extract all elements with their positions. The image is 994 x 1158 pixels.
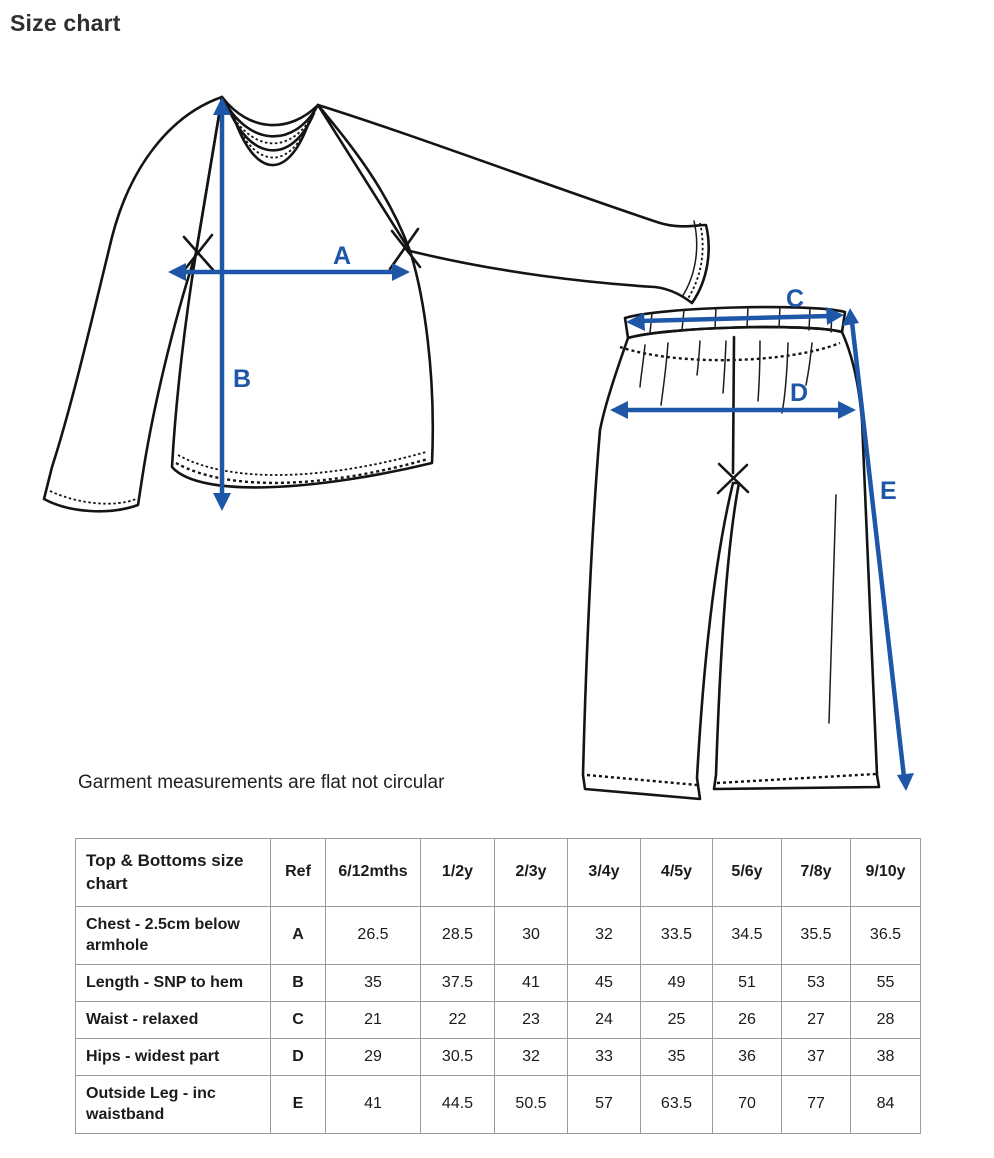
- ref-letter: A: [271, 907, 326, 965]
- col-header-size: 4/5y: [641, 839, 713, 907]
- measurement-name: Waist - relaxed: [76, 1002, 271, 1039]
- size-value: 37.5: [421, 965, 495, 1002]
- size-value: 53: [782, 965, 851, 1002]
- size-value: 26.5: [326, 907, 421, 965]
- size-value: 30.5: [421, 1039, 495, 1076]
- measurement-arrows: [182, 110, 904, 777]
- size-value: 55: [851, 965, 921, 1002]
- size-value: 33: [568, 1039, 641, 1076]
- size-value: 50.5: [495, 1076, 568, 1134]
- size-value: 38: [851, 1039, 921, 1076]
- col-header-size: 1/2y: [421, 839, 495, 907]
- measurement-name: Chest - 2.5cm below armhole: [76, 907, 271, 965]
- size-guide-diagram: [0, 75, 994, 820]
- col-header-size: 3/4y: [568, 839, 641, 907]
- size-value: 23: [495, 1002, 568, 1039]
- table-title: Top & Bottoms size chart: [76, 839, 271, 907]
- size-value: 28: [851, 1002, 921, 1039]
- col-header-size: 6/12mths: [326, 839, 421, 907]
- col-header-size: 7/8y: [782, 839, 851, 907]
- size-value: 22: [421, 1002, 495, 1039]
- ref-letter: D: [271, 1039, 326, 1076]
- size-value: 32: [495, 1039, 568, 1076]
- measurement-arrowheads: [168, 97, 914, 791]
- size-value: 24: [568, 1002, 641, 1039]
- size-value: 45: [568, 965, 641, 1002]
- trousers-drawing: [583, 307, 879, 799]
- size-value: 32: [568, 907, 641, 965]
- measure-arrow-e: [852, 322, 904, 777]
- measure-label-d: D: [789, 379, 809, 407]
- size-value: 41: [495, 965, 568, 1002]
- ref-letter: E: [271, 1076, 326, 1134]
- size-value: 21: [326, 1002, 421, 1039]
- size-value: 84: [851, 1076, 921, 1134]
- ref-letter: B: [271, 965, 326, 1002]
- size-value: 63.5: [641, 1076, 713, 1134]
- size-value: 27: [782, 1002, 851, 1039]
- measure-label-c: C: [785, 285, 805, 313]
- col-header-size: 2/3y: [495, 839, 568, 907]
- size-value: 30: [495, 907, 568, 965]
- measure-label-a: A: [332, 242, 352, 270]
- page-title: Size chart: [10, 10, 121, 36]
- size-value: 35: [326, 965, 421, 1002]
- size-value: 41: [326, 1076, 421, 1134]
- size-value: 36.5: [851, 907, 921, 965]
- size-chart-table: [75, 838, 921, 1134]
- size-value: 36: [713, 1039, 782, 1076]
- size-value: 33.5: [641, 907, 713, 965]
- size-value: 29: [326, 1039, 421, 1076]
- table-row: [76, 1076, 921, 1134]
- table-row: [76, 1002, 921, 1039]
- table-header-row: [76, 839, 921, 907]
- measure-label-b: B: [233, 365, 252, 393]
- long-sleeve-top-drawing: [44, 97, 709, 511]
- flat-measurement-note: Garment measurements are flat not circular: [78, 772, 445, 793]
- size-value: 26: [713, 1002, 782, 1039]
- table-row: [76, 907, 921, 965]
- size-value: 44.5: [421, 1076, 495, 1134]
- measurement-name: Hips - widest part: [76, 1039, 271, 1076]
- col-header-size: 9/10y: [851, 839, 921, 907]
- table-row: [76, 1039, 921, 1076]
- size-value: 77: [782, 1076, 851, 1134]
- table-row: [76, 965, 921, 1002]
- col-header-size: 5/6y: [713, 839, 782, 907]
- measurement-name: Outside Leg - inc waistband: [76, 1076, 271, 1134]
- size-value: 35: [641, 1039, 713, 1076]
- size-value: 25: [641, 1002, 713, 1039]
- measurement-labels: [233, 242, 897, 505]
- col-header-ref: Ref: [271, 839, 326, 907]
- size-value: 49: [641, 965, 713, 1002]
- ref-letter: C: [271, 1002, 326, 1039]
- size-value: 70: [713, 1076, 782, 1134]
- measurement-name: Length - SNP to hem: [76, 965, 271, 1002]
- size-value: 37: [782, 1039, 851, 1076]
- size-value: 28.5: [421, 907, 495, 965]
- size-value: 34.5: [713, 907, 782, 965]
- size-value: 35.5: [782, 907, 851, 965]
- size-value: 51: [713, 965, 782, 1002]
- measure-label-e: E: [880, 477, 897, 505]
- measure-arrow-c: [640, 316, 830, 321]
- size-value: 57: [568, 1076, 641, 1134]
